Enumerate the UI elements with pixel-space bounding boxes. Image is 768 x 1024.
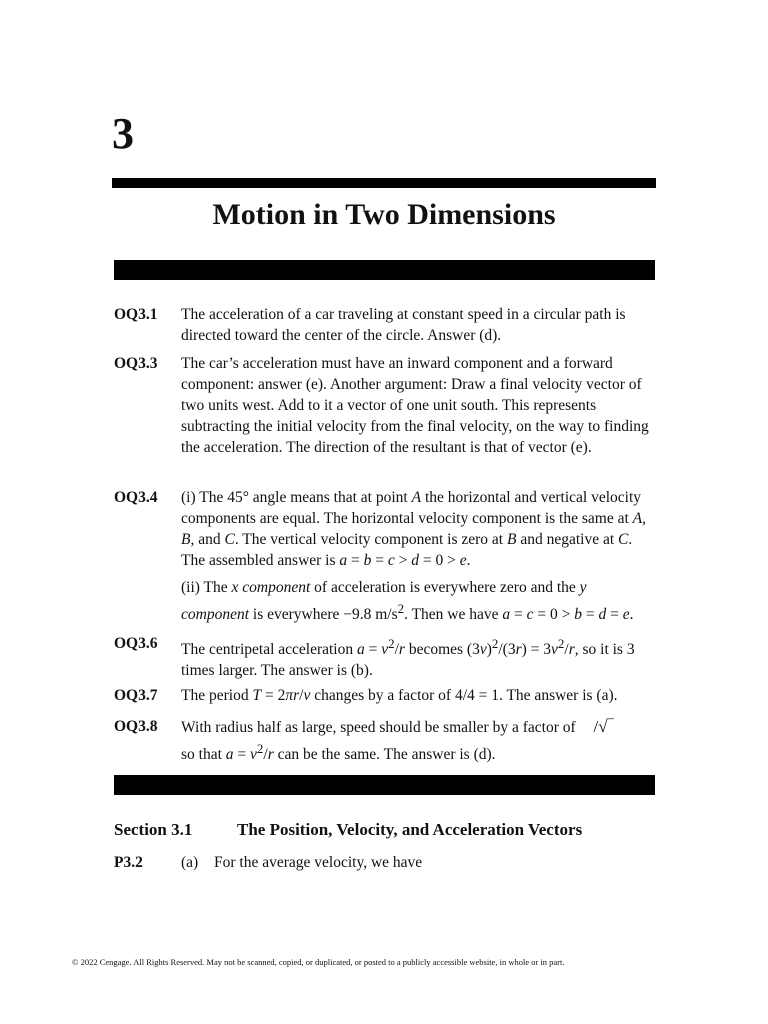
section-title: The Position, Velocity, and Acceleration Vectors [237,820,583,839]
question-label: OQ3.7 [114,687,158,704]
section-divider-bar [114,775,655,795]
question-label: OQ3.6 [114,635,158,652]
question-text-part-i: (i) The 45° angle means that at point A the horizontal and vertical velocity components are equal. The horizontal velocity component is the same at A, B, and C. The vertical velocity component is zero at B and negative at C. The assembled answer is a = b = c > d = 0 > e. [181,489,647,569]
question-text: The car’s acceleration must have an inward component and a forward component: answer (e). Another argument: Draw a final velocity vector of two units west. Add to it a vector of one unit south. This represents subtracting the initial velocity from the final velocity, on the way to finding the acceleration. The direction of the resultant is that of vector (e). [181,355,649,456]
question-text: With radius half as large, speed should be smaller by a factor of /√‾ so that $a = v^2/r$ can be the same. The answer is (d). [181,717,614,764]
question-label: OQ3.8 [114,718,158,735]
section-label: Section 3.1 [114,820,193,839]
question-text: The acceleration of a car traveling at constant speed in a circular path is directed toward the center of the circle. Answer (d). [181,306,626,344]
problem-part: (a) [181,854,199,871]
question-oq3-6 [114,633,654,681]
chapter-rule [112,178,656,188]
problem-text: For the average velocity, we have [214,854,423,871]
question-oq3-4 [114,487,654,625]
chapter-number: 3 [112,109,134,158]
sqrt-symbol: /√‾ [593,717,614,736]
question-oq3-3 [114,353,654,458]
title-divider-bar [114,260,655,280]
problem-label: P3.2 [114,854,143,871]
question-oq3-8 [114,716,654,765]
question-text: The centripetal acceleration $a = v^2/r$ becomes $(3v)^2/(3r) = 3v^2/r$, so it is 3 times larger. The answer is (b). [181,636,635,680]
question-oq3-7 [114,685,654,706]
question-text: The period T = 2πr/v changes by a factor of 4/4 = 1. The answer is (a). [181,687,618,704]
chapter-title: Motion in Two Dimensions [212,198,556,231]
question-label: OQ3.3 [114,355,158,372]
copyright-footer: © 2022 Cengage. All Rights Reserved. May not be scanned, copied, or duplicated, or posted to a publicly accessible website, in whole or in part. [72,957,565,967]
question-text-part-ii: (ii) The x component of acceleration is everywhere zero and the y component is everywhere −9.8 $m/s^2$. Then we have a = c = 0 > b = d = e. [181,579,634,624]
section-heading [114,820,583,840]
question-oq3-1 [114,304,654,346]
question-label: OQ3.1 [114,306,158,323]
question-label: OQ3.4 [114,489,158,506]
